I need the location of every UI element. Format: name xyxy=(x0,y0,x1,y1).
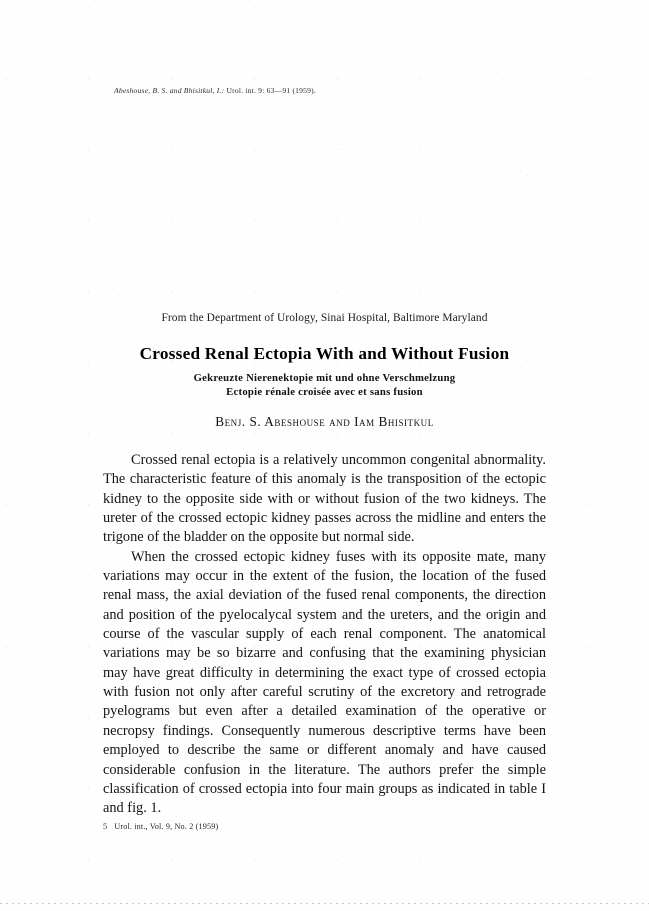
subtitle-french: Ectopie rénale croisée avec et sans fusion xyxy=(226,385,423,398)
author-byline: Benj. S. Abeshouse and Iam Bhisitkul xyxy=(215,414,434,429)
affiliation-line: From the Department of Urology, Sinai Hospital, Baltimore Maryland xyxy=(161,312,488,324)
citation-header xyxy=(114,86,554,95)
subtitle-german: Gekreuzte Nierenektopie mit und ohne Verschmelzung xyxy=(193,371,456,384)
footer-journal-line: Urol. int., Vol. 9, No. 2 (1959) xyxy=(114,822,219,831)
bottom-dotted-rule xyxy=(0,903,649,904)
body-paragraph-1: Crossed renal ectopia is a relatively uncommon congenital abnormality. The characteristic feature of this anomaly is the transposition of the ectopic kidney to the opposite side with or without fusion of the two kidneys. The ureter of the crossed ectopic kidney passes across the midline and enters the trigone of the bladder on the opposite but normal side. xyxy=(103,452,546,546)
body-text xyxy=(103,451,546,819)
title-block xyxy=(103,345,546,400)
citation-authors: Abeshouse, B. S. and Bhisitkul, I.: xyxy=(114,86,225,95)
page-title: Crossed Renal Ectopia With and Without Fusion xyxy=(139,344,510,363)
footer-page-number: 5 xyxy=(103,822,108,831)
page-footer xyxy=(103,822,546,831)
citation-source: Urol. int. 9: 63—91 (1959). xyxy=(224,86,316,95)
body-paragraph-2: When the crossed ectopic kidney fuses with its opposite mate, many variations may occur in the extent of the fusion, the location of the fused renal mass, the axial deviation of the fused renal components, the direction and position of the pyelocalycal system and the ureters, and the origin and course of the vascular supply of each renal component. The anatomical variations may be so bizarre and confusing that the examining physician may have great difficulty in determining the exact type of crossed ectopia with fusion not only after careful scrutiny of the excretory and retrograde pyelograms but even after a detailed examination of the operative or necropsy findings. Consequently numerous descriptive terms have been employed to describe the same or different anomaly and have caused considerable confusion in the literature. The authors prefer the simple classification of crossed ectopia into four main groups as indicated in table I and fig. 1. xyxy=(103,548,546,817)
